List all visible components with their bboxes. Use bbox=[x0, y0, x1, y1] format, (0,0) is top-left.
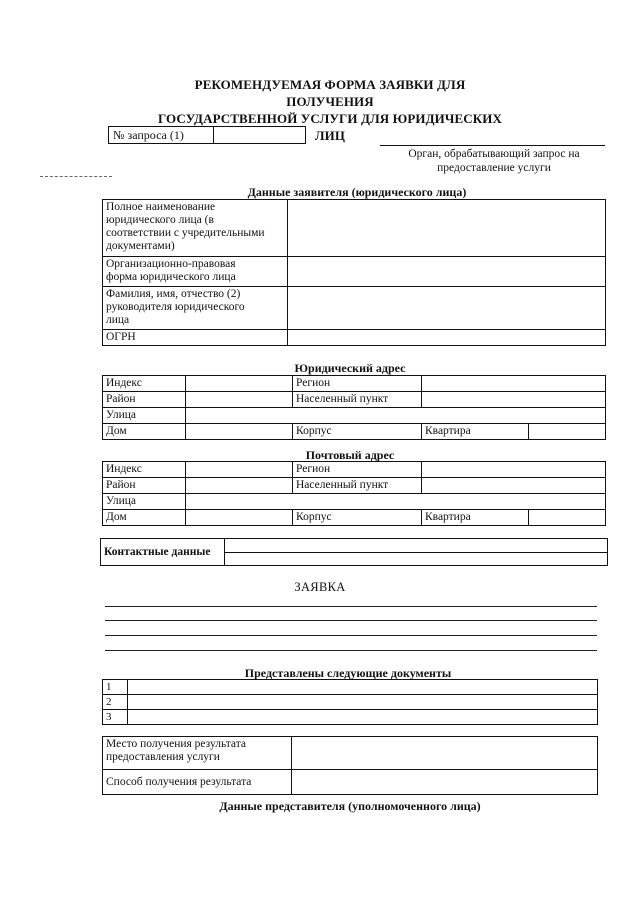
postal-region-label: Регион bbox=[293, 462, 422, 478]
postal-house-field[interactable] bbox=[186, 510, 293, 526]
postal-building-label: Корпус bbox=[293, 510, 422, 526]
postal-apartment-label: Квартира bbox=[422, 510, 529, 526]
request-number-field[interactable] bbox=[214, 127, 305, 143]
postal-district-label: Район bbox=[103, 478, 186, 494]
postal-district-field[interactable] bbox=[186, 478, 293, 494]
label-line: руководителя юридического bbox=[106, 301, 245, 313]
applicant-label-ogrn: ОГРН bbox=[103, 330, 288, 346]
representative-heading: Данные представителя (уполномоченного лица) bbox=[219, 799, 481, 813]
label-line: форма юридического лица bbox=[106, 271, 236, 283]
application-line-2[interactable] bbox=[105, 620, 597, 621]
form-title-line-1: РЕКОМЕНДУЕМАЯ ФОРМА ЗАЯВКИ ДЛЯ ПОЛУЧЕНИЯ bbox=[194, 77, 466, 109]
organ-caption-line-1: Орган, обрабатывающий запрос на bbox=[408, 148, 580, 160]
legal-settlement-label: Населенный пункт bbox=[293, 392, 422, 408]
applicant-value-fullname[interactable] bbox=[288, 200, 606, 257]
label-line: Организационно-правовая bbox=[106, 258, 236, 270]
request-number-box bbox=[108, 126, 306, 144]
application-line-1[interactable] bbox=[105, 606, 597, 607]
postal-street-field[interactable] bbox=[186, 494, 606, 510]
document-number: 3 bbox=[103, 710, 128, 725]
result-method-field[interactable] bbox=[292, 770, 598, 795]
organ-signature-line bbox=[380, 145, 605, 146]
postal-apartment-field[interactable] bbox=[529, 510, 606, 526]
applicant-label-director bbox=[103, 287, 288, 330]
documents-table bbox=[102, 679, 598, 725]
legal-region-label: Регион bbox=[293, 376, 422, 392]
contact-field[interactable] bbox=[225, 539, 607, 565]
document-number: 2 bbox=[103, 695, 128, 710]
document-number: 1 bbox=[103, 680, 128, 695]
result-method-label: Способ получения результата bbox=[103, 770, 292, 795]
application-line-4[interactable] bbox=[105, 650, 597, 651]
documents-heading: Представлены следующие документы bbox=[244, 666, 452, 680]
label-line: Место получения результата bbox=[106, 738, 246, 750]
applicant-heading: Данные заявителя (юридического лица) bbox=[247, 185, 467, 199]
applicant-value-director[interactable] bbox=[288, 287, 606, 330]
postal-region-field[interactable] bbox=[422, 462, 606, 478]
legal-settlement-field[interactable] bbox=[422, 392, 606, 408]
document-field[interactable] bbox=[128, 680, 598, 695]
postal-address-heading: Почтовый адрес bbox=[305, 448, 395, 462]
organ-caption-line-2: предоставление услуги bbox=[437, 162, 551, 174]
document-field[interactable] bbox=[128, 695, 598, 710]
applicant-value-ogrn[interactable] bbox=[288, 330, 606, 346]
postal-settlement-label: Населенный пункт bbox=[293, 478, 422, 494]
applicant-table bbox=[102, 199, 606, 346]
legal-house-label: Дом bbox=[103, 424, 186, 440]
label-line: соответствии с учредительными bbox=[106, 227, 265, 239]
legal-region-field[interactable] bbox=[422, 376, 606, 392]
applicant-row-fullname bbox=[103, 200, 606, 257]
result-place-field[interactable] bbox=[292, 737, 598, 770]
applicant-row-ogrn bbox=[103, 330, 606, 346]
postal-address-table bbox=[102, 461, 606, 526]
result-table bbox=[102, 736, 598, 795]
application-heading: ЗАЯВКА bbox=[294, 580, 346, 594]
label-line: Фамилия, имя, отчество (2) bbox=[106, 288, 241, 300]
legal-apartment-label: Квартира bbox=[422, 424, 529, 440]
applicant-row-director bbox=[103, 287, 606, 330]
label-line: Полное наименование bbox=[106, 201, 216, 213]
result-place-label bbox=[103, 737, 292, 770]
applicant-value-legal-form[interactable] bbox=[288, 257, 606, 287]
legal-district-field[interactable] bbox=[186, 392, 293, 408]
organ-caption bbox=[378, 147, 610, 175]
label-line: документами) bbox=[106, 240, 175, 252]
applicant-label-fullname bbox=[103, 200, 288, 257]
label-line: предоставления услуги bbox=[106, 751, 220, 763]
legal-street-field[interactable] bbox=[186, 408, 606, 424]
postal-street-label: Улица bbox=[103, 494, 186, 510]
legal-street-label: Улица bbox=[103, 408, 186, 424]
contact-box bbox=[100, 538, 608, 566]
legal-district-label: Район bbox=[103, 392, 186, 408]
application-line-3[interactable] bbox=[105, 635, 597, 636]
legal-building-label: Корпус bbox=[293, 424, 422, 440]
legal-address-table bbox=[102, 375, 606, 440]
label-line: лица bbox=[106, 314, 130, 326]
form-title-line-2: ГОСУДАРСТВЕННОЙ УСЛУГИ ДЛЯ ЮРИДИЧЕСКИХ ЛИЦ bbox=[158, 111, 502, 143]
legal-apartment-field[interactable] bbox=[529, 424, 606, 440]
applicant-label-legal-form bbox=[103, 257, 288, 287]
contact-divider bbox=[225, 552, 607, 553]
postal-index-field[interactable] bbox=[186, 462, 293, 478]
legal-index-field[interactable] bbox=[186, 376, 293, 392]
postal-house-label: Дом bbox=[103, 510, 186, 526]
legal-index-label: Индекс bbox=[103, 376, 186, 392]
legal-address-heading: Юридический адрес bbox=[294, 361, 406, 375]
legal-house-field[interactable] bbox=[186, 424, 293, 440]
postal-index-label: Индекс bbox=[103, 462, 186, 478]
label-line: юридического лица (в bbox=[106, 214, 214, 226]
postal-settlement-field[interactable] bbox=[422, 478, 606, 494]
contact-label: Контактные данные bbox=[101, 539, 225, 565]
applicant-row-legal-form bbox=[103, 257, 606, 287]
request-number-label: № запроса (1) bbox=[109, 127, 214, 143]
document-field[interactable] bbox=[128, 710, 598, 725]
margin-dash-line bbox=[40, 176, 112, 177]
